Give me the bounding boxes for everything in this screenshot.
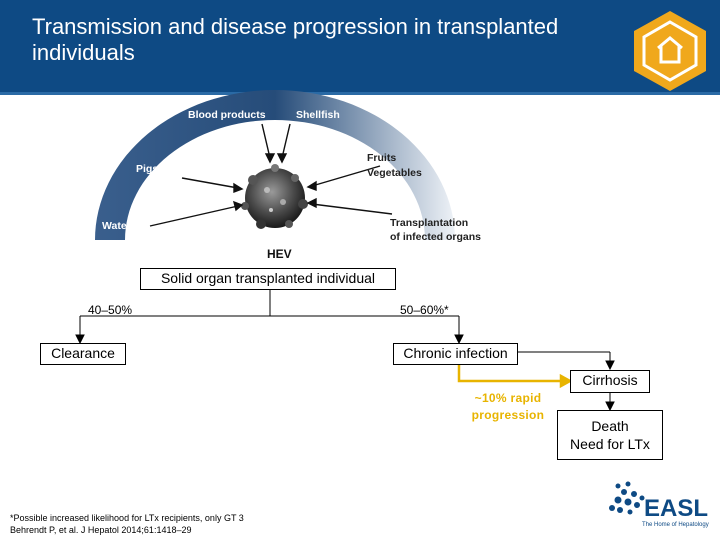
rapid-progression-label — [462, 390, 554, 424]
source-infected-organs: of infected organs — [390, 231, 482, 243]
ltx-label: Need for LTx — [570, 436, 650, 452]
transplanted-individual-box: Solid organ transplanted individual — [140, 268, 396, 290]
rapid-line-2: progression — [471, 408, 545, 422]
chronic-percentage: 50–60%* — [400, 303, 449, 317]
death-ltx-box — [557, 410, 663, 460]
logo-dots-icon — [609, 482, 645, 515]
rapid-line-1: ~10% rapid — [474, 391, 542, 405]
source-fruits: Fruits — [367, 152, 397, 164]
source-shellfish: Shellfish — [296, 109, 340, 121]
source-transplantation: Transplantation — [390, 217, 469, 229]
footnote — [10, 512, 244, 536]
death-label: Death — [591, 418, 629, 434]
chronic-infection-box: Chronic infection — [393, 343, 518, 365]
clearance-box: Clearance — [40, 343, 126, 365]
source-pigs: Pigs — [136, 163, 159, 175]
transmission-illustration — [90, 88, 510, 268]
source-vegetables: Vegetables — [367, 167, 422, 179]
logo-text: EASL — [644, 495, 709, 522]
clearance-percentage: 40–50% — [88, 303, 133, 317]
citation-line: Behrendt P, et al. J Hepatol 2014;61:1418–29 — [10, 525, 192, 535]
cirrhosis-box: Cirrhosis — [570, 370, 650, 393]
home-icon[interactable] — [628, 8, 712, 92]
virus-icon — [241, 164, 308, 229]
footnote-line-1: *Possible increased likelihood for LTx recipients, only GT 3 — [10, 513, 244, 523]
virus-label: HEV — [267, 247, 292, 261]
source-water: Water — [102, 220, 131, 232]
source-blood-products: Blood products — [188, 109, 266, 121]
logo-tagline: The Home of Hepatology — [642, 522, 709, 528]
easl-logo — [604, 478, 714, 530]
slide-title: Transmission and disease progression in transplanted individuals — [32, 14, 559, 65]
